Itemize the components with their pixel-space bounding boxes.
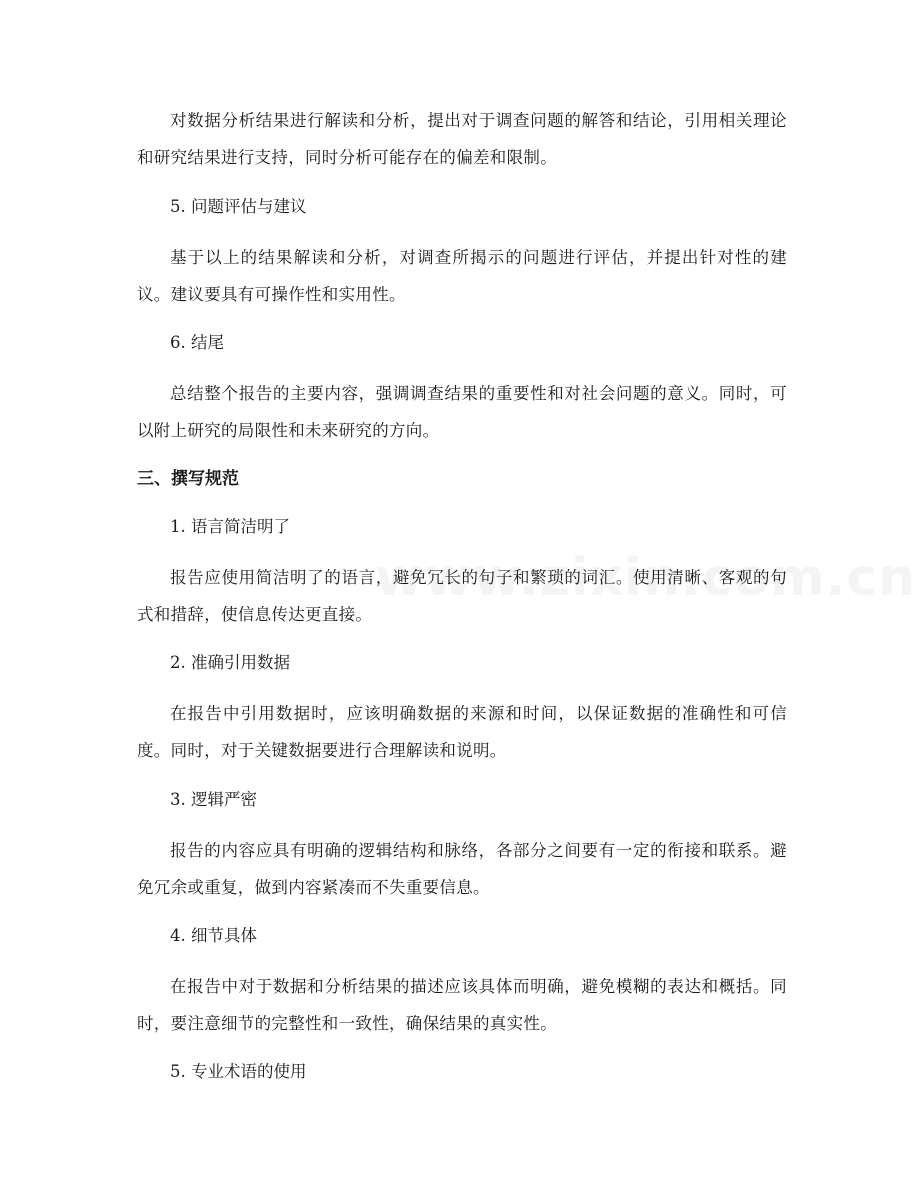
paragraph-ending: 总结整个报告的主要内容，强调调查结果的重要性和对社会问题的意义。同时，可以附上研究的局限性和未来研究的方向。 (137, 384, 787, 440)
subheading-accurate-data: 2. 准确引用数据 (170, 653, 290, 672)
paragraph-accurate-data: 在报告中引用数据时，应该明确数据的来源和时间，以保证数据的准确性和可信度。同时，对于关键数据要进行合理解读和说明。 (137, 704, 787, 760)
paragraph-concise-language: 报告应使用简洁明了的语言，避免冗长的句子和繁琐的词汇。使用清晰、客观的句式和措辞，使信息传达更直接。 (137, 568, 787, 624)
paragraph-problem-evaluation: 基于以上的结果解读和分析，对调查所揭示的问题进行评估，并提出针对性的建议。建议要具有可操作性和实用性。 (137, 248, 787, 304)
paragraph-result-analysis: 对数据分析结果进行解读和分析，提出对于调查问题的解答和结论，引用相关理论和研究结果进行支持，同时分析可能存在的偏差和限制。 (137, 111, 787, 167)
subheading-ending: 6. 结尾 (170, 333, 224, 352)
subheading-concise-language: 1. 语言简洁明了 (170, 517, 290, 536)
subheading-professional-terms: 5. 专业术语的使用 (170, 1062, 307, 1081)
paragraph-rigorous-logic: 报告的内容应具有明确的逻辑结构和脉络，各部分之间要有一定的衔接和联系。避免冗余或重复，做到内容紧凑而不失重要信息。 (137, 841, 787, 897)
section-heading-writing-norms: 三、撰写规范 (137, 469, 239, 489)
subheading-specific-details: 4. 细节具体 (170, 926, 257, 945)
paragraph-specific-details: 在报告中对于数据和分析结果的描述应该具体而明确，避免模糊的表达和概括。同时，要注意细节的完整性和一致性，确保结果的真实性。 (137, 977, 787, 1033)
subheading-problem-evaluation: 5. 问题评估与建议 (170, 197, 307, 216)
subheading-rigorous-logic: 3. 逻辑严密 (170, 790, 257, 809)
